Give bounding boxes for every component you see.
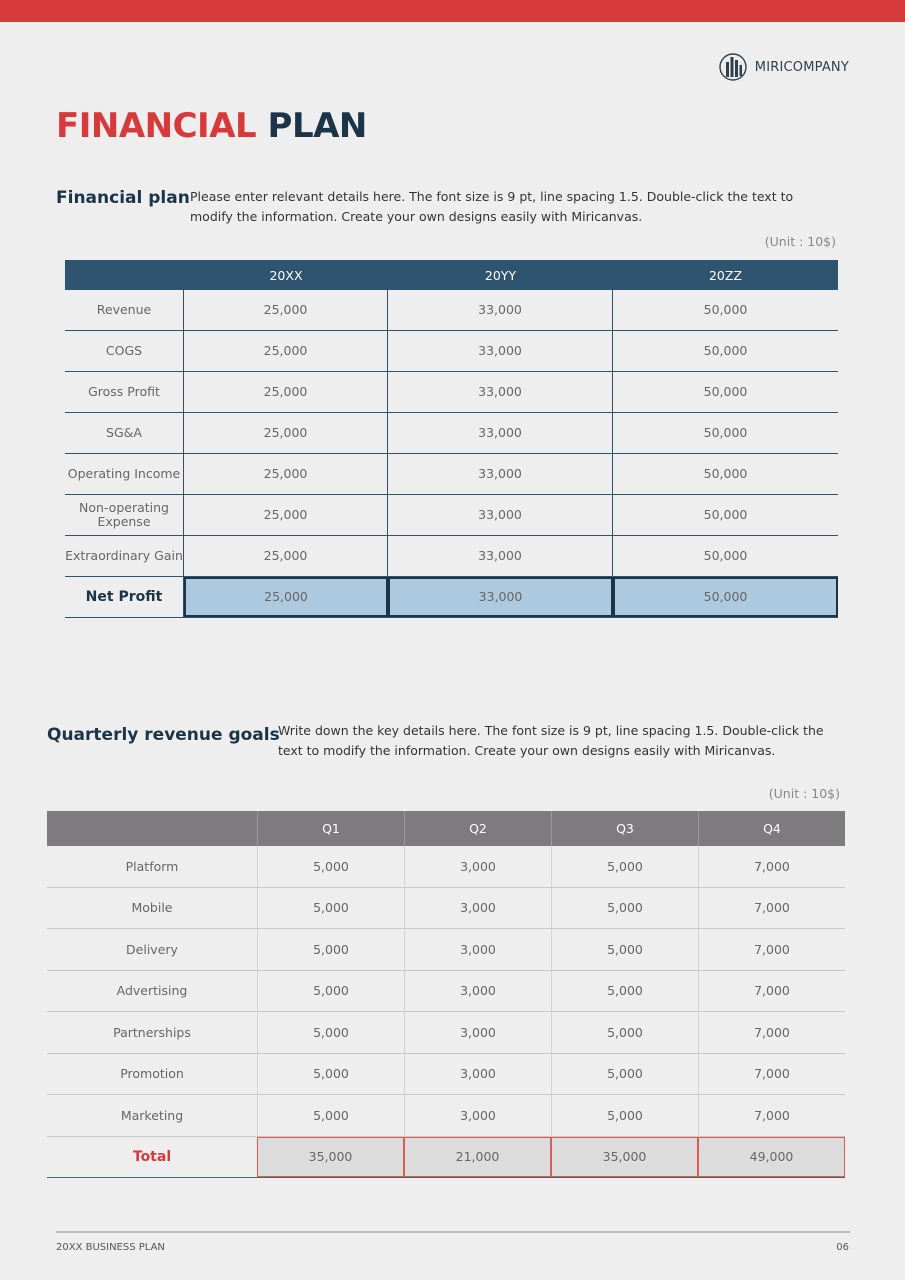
cell-value: 25,000 <box>184 577 388 617</box>
header-cell: 20YY <box>484 267 517 283</box>
quarterly-table <box>47 811 845 1178</box>
row-label: Marketing <box>120 1107 184 1123</box>
page-title-part1: FINANCIAL <box>56 106 257 146</box>
company-name: MIRICOMPANY <box>754 59 849 75</box>
cell-value: 5,000 <box>257 1054 404 1095</box>
row-label: COGS <box>65 331 184 371</box>
cell-value: 5,000 <box>551 846 698 887</box>
cell-value: 49,000 <box>698 1137 845 1178</box>
cell-value: 25,000 <box>184 290 388 330</box>
cell-value: 50,000 <box>703 548 748 563</box>
cell-value: 25,000 <box>184 454 388 494</box>
footer-divider <box>56 1231 850 1233</box>
table-row <box>47 1095 845 1137</box>
cell-value: 25,000 <box>184 372 388 412</box>
cell-value: 50,000 <box>703 507 748 522</box>
page-title-part2: PLAN <box>267 106 367 146</box>
row-label: Promotion <box>120 1066 184 1082</box>
cell-value: 25,000 <box>184 495 388 535</box>
row-label: Platform <box>125 858 179 874</box>
financial-plan-description: Please enter relevant details here. The font size is 9 pt, line spacing 1.5. Double-click the text to modify the information. Create your own designs easily with Miricanvas. <box>190 189 794 224</box>
cell-value: 3,000 <box>404 846 551 887</box>
table-row <box>65 331 838 372</box>
cell-value: 5,000 <box>257 888 404 929</box>
top-accent-bar <box>0 0 905 22</box>
cell-value: 5,000 <box>551 1054 698 1095</box>
cell-value: 5,000 <box>551 1012 698 1053</box>
row-label: Advertising <box>116 983 188 999</box>
cell-value: 5,000 <box>257 1095 404 1136</box>
cell-value: 5,000 <box>551 971 698 1012</box>
table-row <box>47 971 845 1013</box>
header-cell: 20XX <box>269 267 303 283</box>
row-label: Total <box>132 1148 172 1165</box>
cell-value: 33,000 <box>388 495 613 535</box>
table-row <box>47 929 845 971</box>
page-title <box>56 106 367 146</box>
header-cell: Q3 <box>551 811 698 846</box>
row-label: Mobile <box>131 900 173 916</box>
net-profit-row <box>65 577 838 618</box>
financial-plan-unit: (Unit : 10$) <box>764 234 836 249</box>
header-cell: 20ZZ <box>708 267 743 283</box>
row-label: Revenue <box>65 290 184 330</box>
table-header <box>65 260 838 290</box>
cell-value: 25,000 <box>184 413 388 453</box>
cell-value: 3,000 <box>404 971 551 1012</box>
row-label: Net Profit <box>65 577 184 617</box>
cell-value: 50,000 <box>703 466 748 481</box>
table-row <box>47 888 845 930</box>
cell-value: 33,000 <box>388 331 613 371</box>
table-row <box>47 1012 845 1054</box>
cell-value: 33,000 <box>388 413 613 453</box>
cell-value: 5,000 <box>257 971 404 1012</box>
table-header <box>47 811 845 846</box>
footer-page-number: 06 <box>836 1242 849 1253</box>
row-label: Partnerships <box>113 1024 191 1040</box>
cell-value: 7,000 <box>698 929 845 970</box>
table-row <box>65 536 838 577</box>
row-label: Extraordinary Gain <box>65 536 184 576</box>
cell-value: 3,000 <box>404 888 551 929</box>
cell-value: 33,000 <box>388 536 613 576</box>
cell-value: 7,000 <box>698 888 845 929</box>
row-label: Operating Income <box>65 454 184 494</box>
header-cell-empty <box>65 260 184 290</box>
header-cell: Q1 <box>257 811 404 846</box>
table-row <box>65 372 838 413</box>
cell-value: 50,000 <box>703 302 748 317</box>
table-row <box>65 413 838 454</box>
header-cell-empty <box>47 811 257 846</box>
cell-value: 35,000 <box>257 1137 404 1178</box>
table-row <box>47 1054 845 1096</box>
table-row <box>65 495 838 536</box>
cell-value: 5,000 <box>551 888 698 929</box>
financial-plan-table <box>65 260 838 618</box>
table-row <box>65 454 838 495</box>
cell-value: 3,000 <box>404 1012 551 1053</box>
row-label: SG&A <box>65 413 184 453</box>
cell-value: 5,000 <box>257 1012 404 1053</box>
cell-value: 7,000 <box>698 1095 845 1136</box>
quarterly-unit: (Unit : 10$) <box>768 786 840 801</box>
header-cell: Q4 <box>698 811 845 846</box>
cell-value: 7,000 <box>698 1012 845 1053</box>
header-cell: Q2 <box>404 811 551 846</box>
cell-value: 33,000 <box>388 290 613 330</box>
cell-value: 35,000 <box>551 1137 698 1178</box>
cell-value: 50,000 <box>703 384 748 399</box>
row-label: Non-operating Expense <box>65 495 184 535</box>
cell-value: 50,000 <box>613 577 838 617</box>
cell-value: 5,000 <box>551 1095 698 1136</box>
table-row <box>47 846 845 888</box>
cell-value: 33,000 <box>388 577 613 617</box>
cell-value: 3,000 <box>404 929 551 970</box>
cell-value: 33,000 <box>388 454 613 494</box>
cell-value: 25,000 <box>184 536 388 576</box>
cell-value: 5,000 <box>257 846 404 887</box>
cell-value: 50,000 <box>703 343 748 358</box>
cell-value: 3,000 <box>404 1054 551 1095</box>
quarterly-description: Write down the key details here. The font size is 9 pt, line spacing 1.5. Double-click the text to modify the information. Create your own designs easily with Miricanvas. <box>278 723 824 758</box>
total-row <box>47 1137 845 1179</box>
table-row <box>65 290 838 331</box>
cell-value: 7,000 <box>698 1054 845 1095</box>
cell-value: 50,000 <box>703 425 748 440</box>
cell-value: 3,000 <box>404 1095 551 1136</box>
row-label: Gross Profit <box>65 372 184 412</box>
quarterly-heading: Quarterly revenue goals <box>47 725 280 745</box>
cell-value: 21,000 <box>404 1137 551 1178</box>
cell-value: 5,000 <box>551 929 698 970</box>
cell-value: 5,000 <box>257 929 404 970</box>
footer-doc-title: 20XX BUSINESS PLAN <box>56 1242 165 1253</box>
cell-value: 7,000 <box>698 971 845 1012</box>
building-logo-icon <box>719 52 747 82</box>
company-logo <box>719 52 849 82</box>
cell-value: 33,000 <box>388 372 613 412</box>
cell-value: 7,000 <box>698 846 845 887</box>
cell-value: 25,000 <box>184 331 388 371</box>
financial-plan-heading: Financial plan <box>56 188 190 208</box>
row-label: Delivery <box>126 941 178 957</box>
